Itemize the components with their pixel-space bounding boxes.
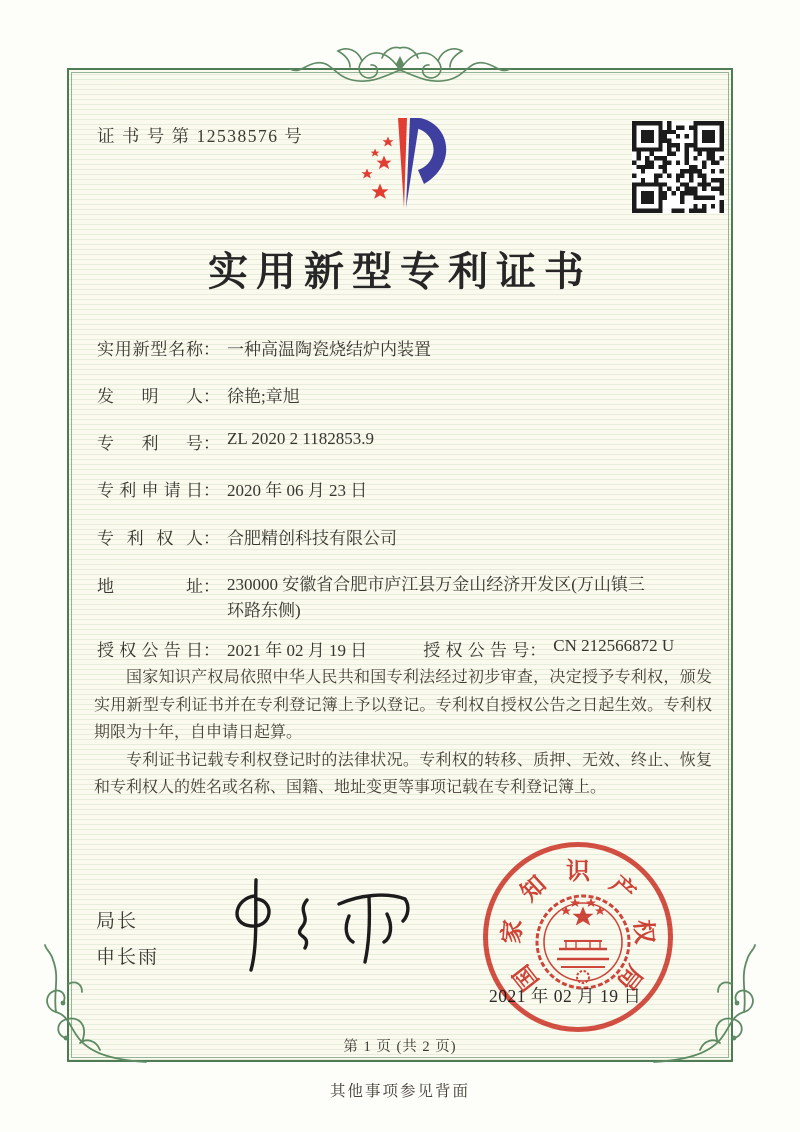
seal-date: 2021 年 02 月 19 日 <box>489 986 642 1006</box>
field-grant-row <box>97 636 674 661</box>
commissioner-title: 局长 <box>96 911 139 932</box>
back-note: 其他事项参见背面 <box>329 1083 470 1100</box>
field-address: 地址： 230000 安徽省合肥市庐江县万金山经济开发区(万山镇三环路东侧) <box>97 572 659 624</box>
certificate-title: 实用新型专利证书 <box>208 249 592 294</box>
field-patent-no: 专利号： ZL 2020 2 1182853.9 <box>97 429 375 453</box>
commissioner-signature-icon <box>215 874 420 983</box>
certificate-number: 证 书 号 第 12538576 号 <box>97 126 304 146</box>
commissioner-name: 申长雨 <box>96 947 160 968</box>
field-filing-date-label: 专利申请日 <box>97 481 203 500</box>
official-seal: 国 家 知 识 产 权 局 <box>483 842 673 1032</box>
field-inventor: 发明人： 徐艳;章旭 <box>97 382 300 407</box>
legal-paragraph-2: 专利证书记载专利权登记时的法律状况。专利权的转移、质押、无效、终止、恢复和专利权人的姓名或名称、国籍、地址变更等事项记载在专利登记簿上。 <box>94 751 712 796</box>
field-grant-no-value: CN 212566872 U <box>553 636 675 655</box>
field-grant-date-label: 授权公告日 <box>97 641 203 660</box>
national-emblem-icon <box>533 889 633 995</box>
field-grant-date-value: 2021 年 02 月 19 日 <box>227 641 368 660</box>
legal-text <box>94 664 712 802</box>
qr-code <box>632 121 724 213</box>
field-filing-date-value: 2020 年 06 月 23 日 <box>227 481 368 500</box>
field-inventor-value: 徐艳;章旭 <box>227 387 300 406</box>
field-patentee-label: 专利权人 <box>97 529 203 548</box>
field-filing-date: 专利申请日： 2020 年 06 月 23 日 <box>97 476 367 501</box>
field-inventor-label: 发明人 <box>97 387 203 406</box>
page-indicator: 第 1 页 (共 2 页) <box>343 1039 457 1055</box>
field-address-label: 地址 <box>97 577 203 596</box>
field-address-value: 230000 安徽省合肥市庐江县万金山经济开发区(万山镇三环路东侧) <box>227 575 645 620</box>
field-patent-no-value: ZL 2020 2 1182853.9 <box>227 429 375 448</box>
field-grant-no: 授权公告号： CN 212566872 U <box>423 636 675 660</box>
legal-paragraph-1: 国家知识产权局依照中华人民共和国专利法经过初步审查，决定授予专利权，颁发实用新型专利证书并在专利登记簿上予以登记。专利权自授权公告之日起生效。专利权期限为十年，自申请日起算。 <box>94 669 712 741</box>
field-name-value: 一种高温陶瓷烧结炉内装置 <box>227 340 431 359</box>
field-patent-no-label: 专利号 <box>97 434 203 453</box>
field-name: 实用新型名称： 一种高温陶瓷烧结炉内装置 <box>97 335 431 360</box>
cnipa-logo-icon <box>344 112 464 223</box>
field-patentee: 专利权人： 合肥精创科技有限公司 <box>97 524 397 549</box>
field-grant-date: 授权公告日： 2021 年 02 月 19 日 <box>97 636 419 661</box>
field-name-label: 实用新型名称 <box>97 340 203 359</box>
field-grant-no-label: 授权公告号 <box>423 641 530 660</box>
field-patentee-value: 合肥精创科技有限公司 <box>227 529 397 548</box>
